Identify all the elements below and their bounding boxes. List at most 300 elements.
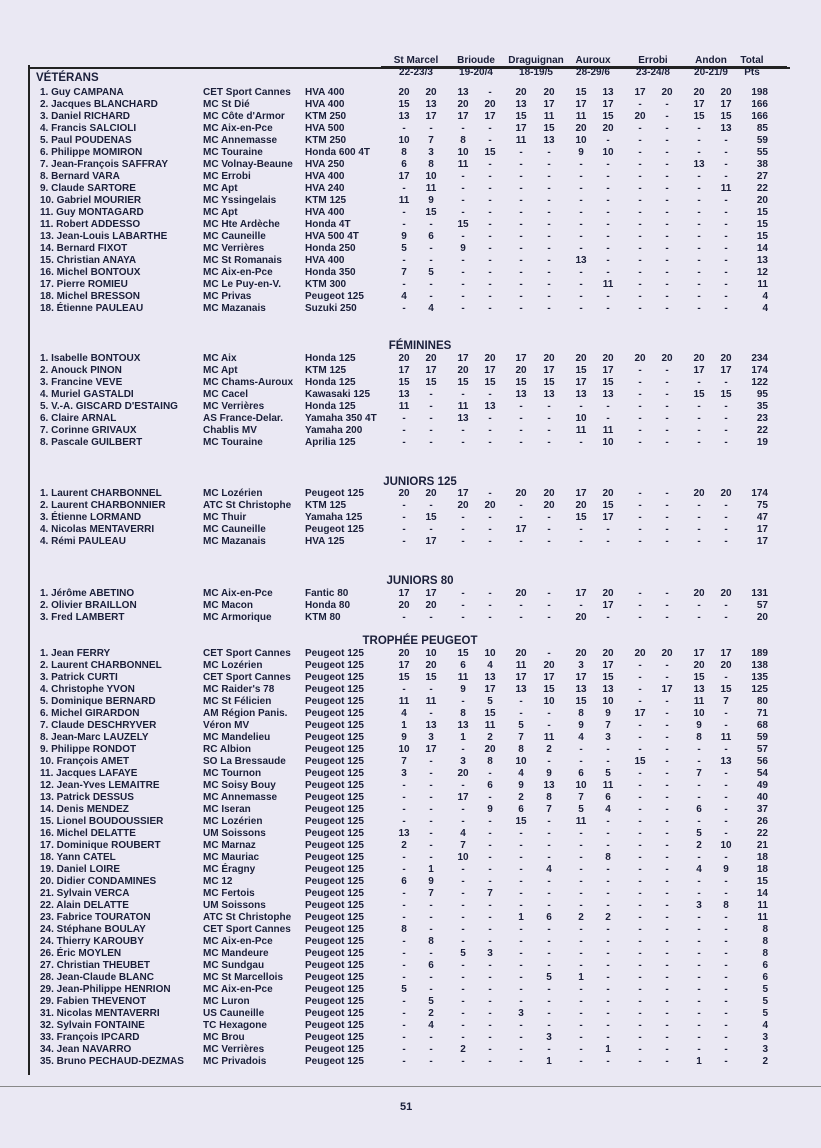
points-cell: -: [697, 816, 701, 827]
points-cell: 20: [515, 488, 527, 499]
points-cell: -: [402, 612, 406, 623]
points-cell: 2: [518, 792, 524, 803]
points-cell: -: [697, 147, 701, 158]
club-name: MC Cauneille: [203, 524, 266, 535]
points-cell: 8: [460, 135, 466, 146]
total-points: 75: [756, 500, 768, 511]
club-name: MC Aix: [203, 353, 237, 364]
total-points: 234: [751, 353, 768, 364]
club-name: MC Touraine: [203, 437, 263, 448]
total-points: 26: [756, 816, 768, 827]
total-points: 122: [751, 377, 768, 388]
points-cell: -: [519, 207, 523, 218]
standings-row: [0, 488, 821, 500]
points-cell: -: [547, 437, 551, 448]
points-cell: 10: [398, 744, 410, 755]
points-cell: 5: [401, 984, 407, 995]
points-cell: -: [665, 425, 669, 436]
points-cell: -: [697, 744, 701, 755]
motorcycle: Honda 350: [305, 267, 356, 278]
motorcycle: Peugeot 125: [305, 864, 364, 875]
points-cell: 20: [543, 500, 555, 511]
points-cell: -: [665, 924, 669, 935]
points-cell: 20: [661, 353, 673, 364]
points-cell: -: [606, 243, 610, 254]
points-cell: -: [606, 171, 610, 182]
total-points: 138: [751, 660, 768, 671]
total-points: 8: [762, 936, 768, 947]
points-cell: 13: [543, 389, 555, 400]
points-cell: -: [665, 828, 669, 839]
points-cell: 20: [484, 500, 496, 511]
points-cell: -: [606, 1020, 610, 1031]
points-cell: 11: [398, 401, 410, 412]
points-cell: -: [606, 756, 610, 767]
motorcycle: Peugeot 125: [305, 996, 364, 1007]
points-cell: 15: [543, 123, 555, 134]
points-cell: 15: [634, 756, 646, 767]
points-cell: -: [402, 816, 406, 827]
points-cell: -: [579, 984, 583, 995]
club-name: MC Volnay-Beaune: [203, 159, 293, 170]
club-name: TC Hexagone: [203, 1020, 267, 1031]
standings-row: [0, 219, 821, 231]
points-cell: -: [519, 1056, 523, 1067]
total-points: 15: [756, 207, 768, 218]
points-cell: -: [461, 816, 465, 827]
points-cell: 20: [720, 660, 732, 671]
points-cell: 9: [578, 720, 584, 731]
standings-row: [0, 123, 821, 135]
points-cell: -: [461, 984, 465, 995]
section-title: JUNIORS 80: [386, 575, 454, 587]
total-points: 21: [756, 840, 768, 851]
points-cell: 17: [602, 99, 614, 110]
points-cell: -: [665, 600, 669, 611]
standings-row: [0, 648, 821, 660]
points-cell: 15: [693, 111, 705, 122]
standings-row: [0, 147, 821, 159]
points-cell: -: [638, 147, 642, 158]
points-cell: -: [606, 183, 610, 194]
motorcycle: Peugeot 125: [305, 1044, 364, 1055]
points-cell: -: [665, 279, 669, 290]
points-cell: -: [638, 536, 642, 547]
points-cell: -: [606, 984, 610, 995]
points-cell: 13: [543, 780, 555, 791]
points-cell: -: [638, 984, 642, 995]
points-cell: -: [429, 780, 433, 791]
points-cell: -: [638, 780, 642, 791]
points-cell: 17: [398, 365, 410, 376]
points-cell: -: [606, 267, 610, 278]
total-points: 49: [756, 780, 768, 791]
points-cell: -: [724, 996, 728, 1007]
points-cell: -: [488, 996, 492, 1007]
points-cell: -: [665, 512, 669, 523]
points-cell: -: [665, 303, 669, 314]
header-event-dates: 28-29/6: [576, 67, 610, 78]
points-cell: 1: [518, 912, 524, 923]
points-cell: -: [547, 840, 551, 851]
points-cell: 6: [605, 792, 611, 803]
points-cell: -: [429, 972, 433, 983]
points-cell: -: [665, 1044, 669, 1055]
points-cell: -: [519, 512, 523, 523]
header-event-name: Total: [717, 55, 787, 67]
motorcycle: Peugeot 125: [305, 840, 364, 851]
points-cell: -: [488, 425, 492, 436]
points-cell: 6: [578, 768, 584, 779]
points-cell: -: [638, 401, 642, 412]
motorcycle: Peugeot 125: [305, 924, 364, 935]
motorcycle: Peugeot 125: [305, 660, 364, 671]
total-points: 17: [756, 536, 768, 547]
points-cell: 11: [720, 732, 732, 743]
points-cell: 20: [515, 648, 527, 659]
points-cell: -: [429, 840, 433, 851]
points-cell: -: [461, 1056, 465, 1067]
points-cell: 15: [425, 512, 437, 523]
points-cell: -: [429, 828, 433, 839]
points-cell: -: [697, 924, 701, 935]
club-name: AM Région Panis.: [203, 708, 288, 719]
points-cell: -: [724, 231, 728, 242]
rider-name: 5. Dominique BERNARD: [40, 696, 156, 707]
points-cell: -: [665, 135, 669, 146]
points-cell: -: [697, 231, 701, 242]
points-cell: -: [461, 1008, 465, 1019]
points-cell: -: [638, 255, 642, 266]
points-cell: -: [547, 828, 551, 839]
motorcycle: Peugeot 125: [305, 876, 364, 887]
points-cell: -: [724, 804, 728, 815]
points-cell: -: [606, 972, 610, 983]
points-cell: 4: [605, 804, 611, 815]
points-cell: -: [724, 171, 728, 182]
points-cell: -: [461, 888, 465, 899]
standings-row: [0, 804, 821, 816]
points-cell: -: [697, 195, 701, 206]
rider-name: 12. Jean-Yves LEMAITRE: [40, 780, 160, 791]
points-cell: -: [579, 948, 583, 959]
points-cell: -: [547, 984, 551, 995]
points-cell: -: [547, 159, 551, 170]
points-cell: -: [547, 648, 551, 659]
points-cell: 10: [425, 648, 437, 659]
rider-name: 10. Gabriel MOURIER: [40, 195, 142, 206]
rider-name: 11. Jacques LAFAYE: [40, 768, 138, 779]
points-cell: -: [429, 756, 433, 767]
header-event-name: Auroux: [558, 55, 628, 67]
points-cell: -: [606, 948, 610, 959]
points-cell: -: [724, 912, 728, 923]
points-cell: -: [488, 135, 492, 146]
club-name: MC Tournon: [203, 768, 262, 779]
points-cell: -: [697, 960, 701, 971]
motorcycle: Peugeot 125: [305, 804, 364, 815]
points-cell: -: [488, 243, 492, 254]
standings-row: [0, 756, 821, 768]
rider-name: 4. Muriel GASTALDI: [40, 389, 134, 400]
points-cell: 10: [602, 696, 614, 707]
points-cell: -: [606, 816, 610, 827]
points-cell: -: [519, 984, 523, 995]
header-event-name: St Marcel: [381, 55, 451, 67]
points-cell: -: [665, 864, 669, 875]
points-cell: 11: [425, 183, 437, 194]
points-cell: -: [638, 500, 642, 511]
points-cell: 1: [696, 1056, 702, 1067]
points-cell: -: [638, 600, 642, 611]
points-cell: 15: [484, 377, 496, 388]
points-cell: -: [638, 684, 642, 695]
points-cell: -: [461, 425, 465, 436]
points-cell: -: [665, 756, 669, 767]
points-cell: -: [402, 303, 406, 314]
motorcycle: Peugeot 125: [305, 524, 364, 535]
points-cell: 3: [518, 1008, 524, 1019]
points-cell: 9: [401, 732, 407, 743]
points-cell: 11: [602, 279, 614, 290]
points-cell: -: [579, 401, 583, 412]
points-cell: -: [488, 1032, 492, 1043]
points-cell: -: [665, 147, 669, 158]
points-cell: -: [724, 524, 728, 535]
club-name: UM Soissons: [203, 828, 266, 839]
points-cell: 5: [487, 696, 493, 707]
points-cell: 20: [720, 87, 732, 98]
standings-row: [0, 936, 821, 948]
rider-name: 20. Didier CONDAMINES: [40, 876, 157, 887]
points-cell: 4: [428, 1020, 434, 1031]
points-cell: -: [579, 888, 583, 899]
points-cell: -: [519, 828, 523, 839]
points-cell: -: [724, 708, 728, 719]
points-cell: -: [579, 195, 583, 206]
points-cell: 15: [398, 672, 410, 683]
points-cell: 2: [605, 912, 611, 923]
points-cell: -: [665, 936, 669, 947]
points-cell: 20: [515, 588, 527, 599]
points-cell: 15: [602, 377, 614, 388]
points-cell: -: [402, 1020, 406, 1031]
points-cell: 2: [428, 1008, 434, 1019]
points-cell: -: [519, 291, 523, 302]
points-cell: -: [697, 936, 701, 947]
points-cell: -: [638, 672, 642, 683]
points-cell: -: [724, 852, 728, 863]
points-cell: 7: [605, 720, 611, 731]
points-cell: -: [579, 171, 583, 182]
motorcycle: Peugeot 125: [305, 936, 364, 947]
points-cell: -: [638, 792, 642, 803]
points-cell: -: [665, 660, 669, 671]
standings-row: [0, 852, 821, 864]
points-cell: 13: [543, 135, 555, 146]
points-cell: -: [429, 984, 433, 995]
points-cell: -: [665, 500, 669, 511]
points-cell: -: [488, 876, 492, 887]
points-cell: -: [638, 1032, 642, 1043]
points-cell: -: [402, 255, 406, 266]
points-cell: -: [606, 1056, 610, 1067]
points-cell: 7: [518, 732, 524, 743]
points-cell: -: [665, 111, 669, 122]
points-cell: -: [461, 936, 465, 947]
points-cell: -: [638, 413, 642, 424]
points-cell: -: [638, 864, 642, 875]
points-cell: 17: [484, 684, 496, 695]
points-cell: -: [579, 243, 583, 254]
points-cell: -: [519, 612, 523, 623]
points-cell: 10: [484, 648, 496, 659]
points-cell: -: [638, 135, 642, 146]
points-cell: -: [697, 207, 701, 218]
points-cell: 20: [602, 123, 614, 134]
points-cell: -: [697, 171, 701, 182]
standings-row: [0, 840, 821, 852]
points-cell: 15: [515, 111, 527, 122]
points-cell: 17: [425, 365, 437, 376]
total-points: 55: [756, 147, 768, 158]
standings-row: [0, 500, 821, 512]
points-cell: 13: [457, 720, 469, 731]
points-cell: 20: [515, 365, 527, 376]
points-cell: 17: [720, 99, 732, 110]
total-points: 11: [757, 900, 768, 911]
standings-row: [0, 708, 821, 720]
points-cell: 15: [543, 684, 555, 695]
points-cell: 11: [602, 780, 614, 791]
points-cell: -: [402, 437, 406, 448]
total-points: 5: [762, 996, 768, 1007]
points-cell: 6: [487, 780, 493, 791]
points-cell: -: [606, 195, 610, 206]
points-cell: -: [461, 512, 465, 523]
points-cell: -: [579, 996, 583, 1007]
rider-name: 7. Corinne GRIVAUX: [40, 425, 137, 436]
points-cell: 9: [487, 804, 493, 815]
page-number: 51: [400, 1101, 413, 1113]
points-cell: -: [724, 500, 728, 511]
points-cell: 15: [484, 708, 496, 719]
standings-row: [0, 828, 821, 840]
points-cell: -: [488, 488, 492, 499]
points-cell: -: [461, 876, 465, 887]
motorcycle: Yamaha 125: [305, 512, 363, 523]
club-name: MC Thuir: [203, 512, 247, 523]
points-cell: -: [638, 303, 642, 314]
points-cell: -: [461, 183, 465, 194]
rider-name: 22. Alain DELATTE: [40, 900, 129, 911]
points-cell: -: [697, 888, 701, 899]
motorcycle: Peugeot 125: [305, 1020, 364, 1031]
points-cell: -: [402, 684, 406, 695]
points-cell: 20: [425, 600, 437, 611]
points-cell: 15: [720, 389, 732, 400]
total-points: 12: [756, 267, 768, 278]
points-cell: -: [519, 159, 523, 170]
points-cell: 4: [460, 828, 466, 839]
club-name: MC Apt: [203, 183, 238, 194]
points-cell: -: [547, 1020, 551, 1031]
points-cell: -: [488, 792, 492, 803]
motorcycle: KTM 250: [305, 111, 347, 122]
points-cell: -: [461, 207, 465, 218]
points-cell: -: [665, 780, 669, 791]
points-cell: 20: [720, 488, 732, 499]
total-points: 174: [751, 365, 768, 376]
club-name: MC Mazanais: [203, 303, 266, 314]
points-cell: -: [724, 600, 728, 611]
club-name: MC Aix-en-Pce: [203, 936, 273, 947]
total-points: 20: [756, 195, 768, 206]
points-cell: -: [665, 996, 669, 1007]
points-cell: 17: [425, 744, 437, 755]
points-cell: -: [519, 852, 523, 863]
points-cell: -: [519, 413, 523, 424]
points-cell: -: [547, 612, 551, 623]
points-cell: -: [665, 1008, 669, 1019]
points-cell: -: [697, 536, 701, 547]
points-cell: -: [606, 1008, 610, 1019]
section-title: TROPHÉE PEUGEOT: [362, 635, 478, 647]
total-points: 37: [756, 804, 768, 815]
points-cell: -: [665, 159, 669, 170]
points-cell: 6: [401, 876, 407, 887]
points-cell: -: [579, 936, 583, 947]
points-cell: -: [665, 401, 669, 412]
points-cell: 11: [543, 732, 555, 743]
rider-name: 11. Guy MONTAGARD: [40, 207, 144, 218]
points-cell: -: [697, 425, 701, 436]
points-cell: 10: [693, 708, 705, 719]
points-cell: -: [724, 303, 728, 314]
club-name: MC Fertois: [203, 888, 255, 899]
points-cell: -: [461, 389, 465, 400]
points-cell: -: [547, 600, 551, 611]
points-cell: -: [547, 816, 551, 827]
points-cell: -: [488, 828, 492, 839]
standings-row: [0, 744, 821, 756]
points-cell: -: [488, 512, 492, 523]
motorcycle: Honda 250: [305, 243, 356, 254]
total-points: 80: [756, 696, 768, 707]
points-cell: 15: [457, 219, 469, 230]
standings-row: [0, 732, 821, 744]
points-cell: 8: [460, 708, 466, 719]
points-cell: -: [519, 500, 523, 511]
points-cell: -: [665, 1032, 669, 1043]
points-cell: -: [519, 425, 523, 436]
points-cell: 13: [693, 159, 705, 170]
points-cell: -: [579, 437, 583, 448]
points-cell: -: [519, 1020, 523, 1031]
points-cell: -: [488, 183, 492, 194]
points-cell: -: [638, 425, 642, 436]
points-cell: -: [638, 828, 642, 839]
points-cell: -: [638, 720, 642, 731]
motorcycle: Honda 80: [305, 600, 351, 611]
points-cell: -: [519, 147, 523, 158]
points-cell: -: [429, 612, 433, 623]
points-cell: -: [488, 255, 492, 266]
points-cell: 4: [578, 732, 584, 743]
motorcycle: HVA 400: [305, 87, 345, 98]
standings-row: [0, 888, 821, 900]
points-cell: -: [547, 512, 551, 523]
